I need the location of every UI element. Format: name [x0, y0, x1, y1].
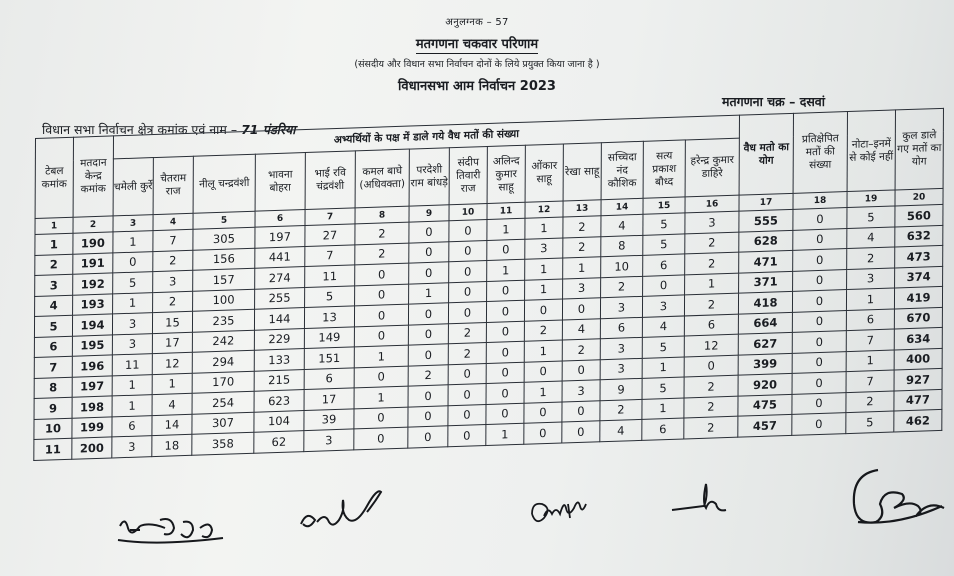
tendered-votes-cell: 0	[792, 392, 846, 414]
vote-cell: 6	[642, 418, 684, 440]
col-booth-no: मतदान केन्द्र कमांक	[73, 136, 113, 217]
valid-votes-cell: 555	[739, 209, 793, 231]
vote-cell: 197	[255, 226, 305, 248]
candidate-header: सत्य प्रकाश बौध्द	[643, 140, 685, 198]
vote-cell: 242	[192, 330, 254, 353]
candidate-header: हरेन्द्र कुमार डाहिरे	[685, 138, 739, 197]
vote-cell: 3	[600, 358, 642, 380]
table-number-cell: 11	[34, 438, 72, 460]
candidate-header: भाई रवि चंद्रवंशी	[305, 151, 355, 210]
vote-cell: 3	[153, 270, 193, 292]
vote-cell: 0	[524, 402, 562, 424]
vote-cell: 12	[684, 334, 738, 356]
vote-cell: 6	[304, 367, 354, 389]
vote-cell: 0	[409, 241, 449, 263]
column-number: 3	[113, 215, 153, 232]
total-votes-cell: 670	[894, 307, 942, 329]
vote-cell: 5	[642, 377, 684, 399]
vote-cell: 100	[193, 289, 255, 312]
vote-cell: 3	[685, 211, 739, 233]
vote-cell: 254	[192, 391, 254, 414]
vote-cell: 8	[601, 235, 643, 257]
nota-cell: 7	[846, 329, 894, 351]
vote-cell: 0	[354, 427, 408, 449]
vote-cell: 3	[600, 296, 642, 318]
vote-cell: 2	[684, 293, 738, 315]
booth-number-cell: 197	[72, 375, 112, 397]
vote-cell: 1	[113, 292, 153, 314]
vote-cell: 0	[354, 366, 408, 388]
vote-cell: 12	[152, 352, 192, 374]
vote-cell: 156	[193, 248, 255, 271]
total-votes-cell: 927	[894, 368, 942, 390]
nota-cell: 5	[846, 411, 894, 433]
vote-cell: 0	[408, 344, 448, 366]
vote-cell: 1	[112, 374, 152, 396]
column-number: 16	[685, 195, 739, 213]
vote-cell: 17	[304, 388, 354, 410]
vote-cell: 0	[408, 426, 448, 448]
results-table-wrap	[33, 108, 944, 461]
nota-cell: 7	[846, 370, 894, 392]
vote-cell: 5	[113, 272, 153, 294]
vote-cell: 5	[643, 213, 685, 235]
vote-cell: 1	[354, 345, 408, 367]
column-number: 15	[643, 197, 685, 214]
tendered-votes-cell: 0	[793, 208, 847, 230]
vote-cell: 133	[254, 349, 304, 371]
vote-cell: 17	[152, 332, 192, 354]
vote-cell: 3	[525, 237, 563, 259]
column-number: 14	[601, 198, 643, 215]
vote-cell: 11	[112, 354, 152, 376]
candidate-header: चैतराम राज	[153, 156, 193, 214]
total-votes-cell: 632	[895, 225, 943, 247]
vote-cell: 3	[112, 333, 152, 355]
vote-cell: 2	[685, 232, 739, 254]
vote-cell: 0	[524, 299, 562, 321]
valid-votes-cell: 457	[738, 414, 792, 436]
vote-cell: 215	[254, 369, 304, 391]
table-number-cell: 10	[34, 418, 72, 440]
vote-cell: 2	[355, 243, 409, 265]
vote-cell: 0	[409, 221, 449, 243]
booth-number-cell: 194	[72, 314, 112, 336]
vote-cell: 7	[305, 244, 355, 266]
col-total-votes: कुल डाले गए मतों का योग	[895, 108, 943, 190]
vote-cell: 6	[684, 314, 738, 336]
nota-cell: 3	[847, 267, 895, 289]
vote-cell: 0	[448, 363, 486, 385]
vote-cell: 2	[408, 364, 448, 386]
booth-number-cell: 190	[73, 232, 113, 254]
vote-cell: 441	[255, 246, 305, 268]
tendered-votes-cell: 0	[792, 351, 846, 373]
vote-cell: 2	[448, 343, 486, 365]
vote-cell: 2	[524, 320, 562, 342]
candidate-header: परदेशी राम बांधड़े	[409, 148, 449, 206]
booth-number-cell: 195	[72, 334, 112, 356]
vote-cell: 0	[448, 425, 486, 447]
vote-cell: 358	[192, 432, 254, 455]
candidate-header: नीलू चन्द्रवंशी	[193, 154, 255, 213]
candidate-header: सच्चिदा नंद कौशिक	[601, 141, 643, 199]
vote-cell: 4	[601, 214, 643, 236]
vote-cell: 157	[193, 268, 255, 291]
vote-cell: 1	[486, 423, 524, 445]
vote-cell: 170	[192, 371, 254, 394]
vote-cell: 2	[684, 416, 738, 438]
vote-cell: 27	[305, 224, 355, 246]
table-number-cell: 5	[34, 315, 72, 337]
valid-votes-cell: 920	[738, 373, 792, 395]
vote-cell: 1	[685, 273, 739, 295]
vote-cell: 2	[448, 322, 486, 344]
table-number-cell: 4	[35, 295, 73, 317]
vote-cell: 1	[642, 356, 684, 378]
candidate-header: संदीप तिवारी राज	[449, 146, 487, 204]
vote-cell: 1	[524, 381, 562, 403]
column-number: 20	[895, 188, 943, 206]
vote-cell: 3	[112, 313, 152, 335]
vote-cell: 7	[153, 229, 193, 251]
vote-cell: 0	[354, 304, 408, 326]
vote-cell: 0	[524, 361, 562, 383]
vote-cell: 2	[563, 216, 601, 238]
vote-cell: 1	[487, 218, 525, 240]
vote-cell: 0	[448, 404, 486, 426]
booth-number-cell: 192	[73, 273, 113, 295]
total-votes-cell: 462	[894, 409, 942, 431]
column-number: 6	[255, 210, 305, 228]
vote-cell: 2	[153, 291, 193, 313]
vote-cell: 0	[409, 262, 449, 284]
candidate-header: चमेली कुर्रे	[113, 158, 153, 216]
vote-cell: 1	[152, 373, 192, 395]
valid-votes-cell: 418	[738, 291, 792, 313]
annexure-label: अनुलग्नक – 57	[445, 17, 509, 28]
vote-cell: 151	[304, 347, 354, 369]
vote-cell: 274	[255, 267, 305, 289]
signature-3	[528, 498, 598, 528]
nota-cell: 6	[846, 308, 894, 330]
vote-cell: 0	[448, 384, 486, 406]
vote-cell: 0	[486, 362, 524, 384]
valid-votes-cell: 399	[738, 353, 792, 375]
nota-cell: 1	[846, 288, 894, 310]
vote-cell: 0	[354, 407, 408, 429]
vote-cell: 2	[563, 236, 601, 258]
vote-cell: 3	[112, 436, 152, 458]
vote-cell: 0	[408, 303, 448, 325]
tendered-votes-cell: 0	[792, 372, 846, 394]
vote-cell: 255	[255, 287, 305, 309]
group-header: अभ्यर्थियों के पक्ष में डाले गये वैध मतों की संख्या	[113, 115, 739, 159]
vote-cell: 10	[601, 255, 643, 277]
booth-number-cell: 199	[72, 416, 112, 438]
vote-cell: 0	[486, 300, 524, 322]
vote-cell: 2	[684, 375, 738, 397]
booth-number-cell: 191	[73, 252, 113, 274]
vote-cell: 0	[487, 239, 525, 261]
vote-cell: 2	[153, 250, 193, 272]
total-votes-cell: 419	[894, 286, 942, 308]
vote-cell: 229	[254, 328, 304, 350]
vote-cell: 0	[524, 422, 562, 444]
booth-number-cell: 196	[72, 355, 112, 377]
col-valid-votes: वैध मतो का योग	[739, 113, 793, 195]
vote-cell: 0	[408, 385, 448, 407]
total-votes-cell: 477	[894, 389, 942, 411]
signature-2	[295, 490, 385, 540]
valid-votes-cell: 371	[739, 271, 793, 293]
vote-cell: 0	[562, 400, 600, 422]
vote-cell: 1	[112, 395, 152, 417]
vote-cell: 1	[525, 217, 563, 239]
vote-cell: 15	[152, 311, 192, 333]
vote-cell: 0	[354, 325, 408, 347]
column-number: 1	[35, 217, 73, 234]
page-subtitle: (संसदीय और विधान सभा निर्वाचन दोनों के लिये प्रयुक्त किया जाना है )	[354, 59, 600, 70]
table-number-cell: 8	[34, 377, 72, 399]
vote-cell: 1	[525, 278, 563, 300]
constituency-line: विधान सभा निर्वाचन क्षेत्र कमांक एवं नाम – 71 पंडरिया	[42, 122, 296, 137]
vote-cell: 0	[408, 323, 448, 345]
vote-cell: 294	[192, 350, 254, 373]
vote-cell: 0	[562, 298, 600, 320]
booth-number-cell: 200	[72, 437, 112, 459]
col-nota: नोटा–इनमें से कोई नहीं	[847, 110, 895, 192]
vote-cell: 4	[642, 315, 684, 337]
vote-cell: 2	[601, 276, 643, 298]
table-number-cell: 3	[35, 274, 73, 296]
booth-number-cell: 198	[72, 396, 112, 418]
candidate-header: ओंकार साहू	[525, 144, 563, 202]
candidate-header: रेखा साहू	[563, 143, 601, 201]
vote-cell: 0	[486, 321, 524, 343]
vote-cell: 1	[524, 340, 562, 362]
vote-cell: 39	[304, 408, 354, 430]
nota-cell: 2	[846, 391, 894, 413]
column-number: 17	[739, 193, 793, 211]
tendered-votes-cell: 0	[793, 249, 847, 271]
vote-cell: 13	[304, 306, 354, 328]
total-votes-cell: 634	[894, 327, 942, 349]
vote-cell: 3	[563, 277, 601, 299]
vote-cell: 149	[304, 326, 354, 348]
column-number: 8	[355, 206, 409, 224]
vote-cell: 3	[642, 295, 684, 317]
vote-cell: 1	[563, 257, 601, 279]
signature-1	[115, 508, 235, 548]
vote-cell: 6	[600, 317, 642, 339]
vote-cell: 62	[254, 431, 304, 453]
counting-round: मतगणना चक्र – दसवां	[722, 94, 825, 109]
vote-cell: 0	[355, 263, 409, 285]
column-number: 12	[525, 201, 563, 218]
vote-cell: 0	[448, 302, 486, 324]
vote-cell: 0	[449, 240, 487, 262]
vote-cell: 0	[113, 251, 153, 273]
candidate-header: अलिन्द कुमार साहू	[487, 145, 525, 203]
results-table	[33, 108, 944, 461]
vote-cell: 3	[600, 337, 642, 359]
vote-cell: 2	[355, 222, 409, 244]
nota-cell: 4	[847, 226, 895, 248]
table-number-cell: 2	[35, 254, 73, 276]
table-number-cell: 9	[34, 397, 72, 419]
vote-cell: 2	[684, 396, 738, 418]
column-number: 11	[487, 202, 525, 219]
vote-cell: 104	[254, 410, 304, 432]
vote-cell: 1	[113, 231, 153, 253]
tendered-votes-cell: 0	[792, 290, 846, 312]
vote-cell: 4	[152, 393, 192, 415]
vote-cell: 144	[254, 308, 304, 330]
vote-cell: 307	[192, 412, 254, 435]
vote-cell: 5	[643, 233, 685, 255]
valid-votes-cell: 627	[738, 332, 792, 354]
vote-cell: 0	[486, 341, 524, 363]
column-number: 4	[153, 213, 193, 230]
column-number: 9	[409, 205, 449, 222]
valid-votes-cell: 664	[738, 312, 792, 334]
column-number: 19	[847, 190, 895, 208]
vote-cell: 0	[449, 220, 487, 242]
vote-cell: 0	[449, 281, 487, 303]
vote-cell: 6	[112, 415, 152, 437]
vote-cell: 18	[152, 434, 192, 456]
tendered-votes-cell: 0	[793, 228, 847, 250]
vote-cell: 1	[409, 282, 449, 304]
column-number: 5	[193, 211, 255, 229]
total-votes-cell: 560	[895, 204, 943, 226]
vote-cell: 5	[642, 336, 684, 358]
vote-cell: 0	[487, 280, 525, 302]
col-table-no: टेबल कमांक	[35, 137, 73, 218]
valid-votes-cell: 628	[739, 230, 793, 252]
vote-cell: 0	[408, 405, 448, 427]
tendered-votes-cell: 0	[793, 269, 847, 291]
vote-cell: 0	[643, 274, 685, 296]
vote-cell: 1	[354, 386, 408, 408]
valid-votes-cell: 475	[738, 394, 792, 416]
column-number: 13	[563, 200, 601, 217]
booth-number-cell: 193	[73, 293, 113, 315]
total-votes-cell: 473	[895, 245, 943, 267]
col-tendered-votes: प्रतिक्षेपित मतों की संख्या	[793, 112, 847, 194]
tendered-votes-cell: 0	[792, 331, 846, 353]
vote-cell: 6	[643, 254, 685, 276]
column-number: 2	[73, 216, 113, 233]
vote-cell: 0	[449, 261, 487, 283]
tendered-votes-cell: 0	[792, 413, 846, 435]
vote-cell: 0	[355, 284, 409, 306]
vote-cell: 235	[192, 309, 254, 332]
vote-cell: 2	[600, 399, 642, 421]
nota-cell: 2	[847, 247, 895, 269]
candidate-header: कमल बाघे (अधिवक्ता)	[355, 149, 409, 208]
vote-cell: 0	[486, 382, 524, 404]
column-number: 7	[305, 208, 355, 226]
vote-cell: 305	[193, 227, 255, 250]
valid-votes-cell: 471	[739, 250, 793, 272]
vote-cell: 1	[642, 397, 684, 419]
vote-cell: 0	[486, 403, 524, 425]
total-votes-cell: 374	[895, 266, 943, 288]
column-number: 18	[793, 192, 847, 210]
vote-cell: 4	[600, 419, 642, 441]
vote-cell: 9	[600, 378, 642, 400]
vote-cell: 2	[685, 252, 739, 274]
vote-cell: 1	[525, 258, 563, 280]
vote-cell: 14	[152, 414, 192, 436]
nota-cell: 1	[846, 349, 894, 371]
tendered-votes-cell: 0	[792, 310, 846, 332]
vote-cell: 0	[562, 359, 600, 381]
vote-cell: 11	[305, 265, 355, 287]
candidate-header: भावना बोहरा	[255, 153, 305, 212]
vote-cell: 2	[562, 339, 600, 361]
vote-cell: 3	[304, 429, 354, 451]
page-title: मतगणना चकवार परिणाम	[415, 37, 539, 52]
total-votes-cell: 400	[894, 348, 942, 370]
signature-4	[668, 480, 738, 520]
table-number-cell: 6	[34, 336, 72, 358]
election-name: विधानसभा आम निर्वाचन 2023	[398, 79, 556, 94]
table-number-cell: 7	[34, 356, 72, 378]
vote-cell: 1	[487, 259, 525, 281]
signature-5	[848, 462, 948, 532]
column-number: 10	[449, 204, 487, 221]
nota-cell: 5	[847, 206, 895, 228]
vote-cell: 0	[684, 355, 738, 377]
vote-cell: 0	[562, 421, 600, 443]
table-number-cell: 1	[35, 233, 73, 255]
vote-cell: 623	[254, 390, 304, 412]
vote-cell: 3	[562, 380, 600, 402]
vote-cell: 5	[305, 285, 355, 307]
vote-cell: 4	[562, 318, 600, 340]
